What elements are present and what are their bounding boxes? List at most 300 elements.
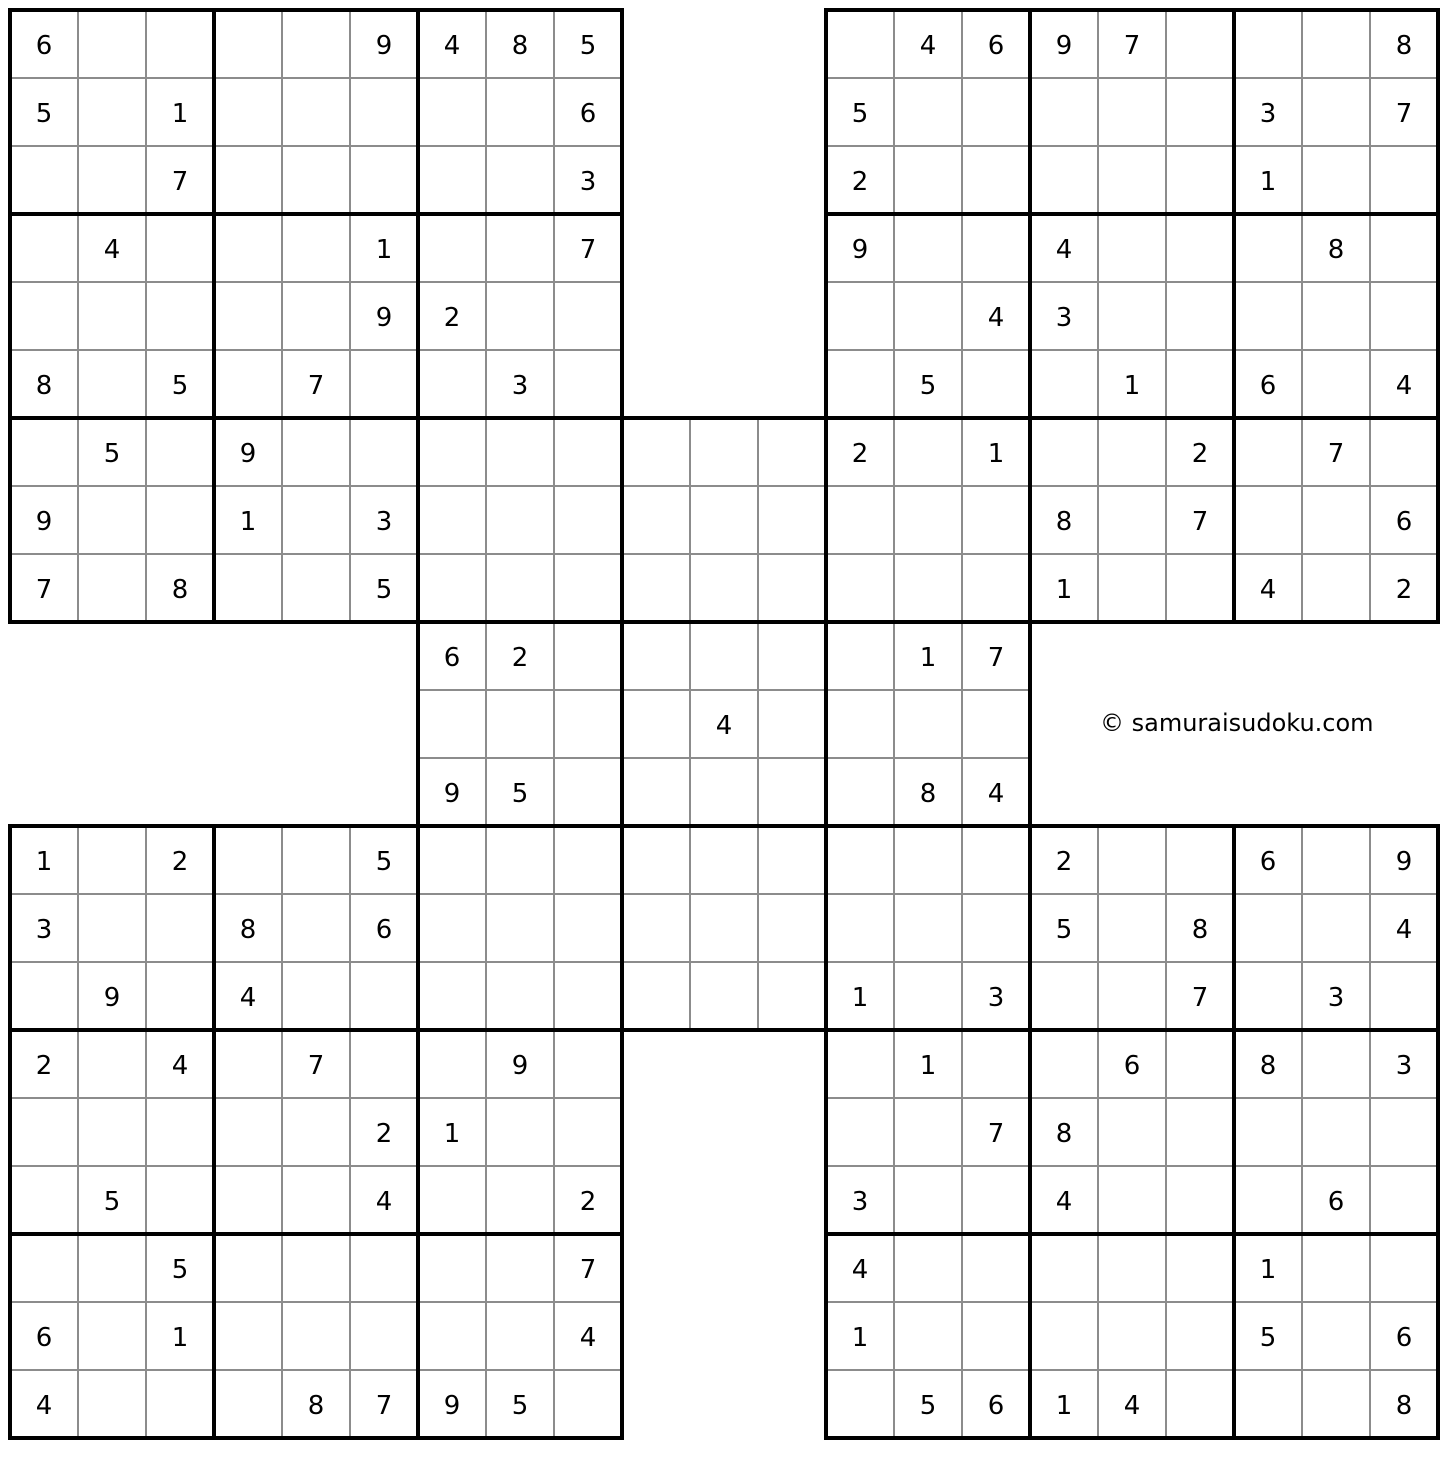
sudoku-cell[interactable] (690, 962, 758, 1030)
sudoku-cell[interactable] (1234, 418, 1302, 486)
sudoku-cell[interactable] (350, 1234, 418, 1302)
given-digit: 5 (103, 1187, 121, 1217)
sudoku-cell[interactable] (1166, 78, 1234, 146)
sudoku-cell[interactable] (894, 214, 962, 282)
sudoku-cell[interactable] (214, 826, 282, 894)
sudoku-cell[interactable] (78, 1098, 146, 1166)
sudoku-cell[interactable] (894, 1302, 962, 1370)
sudoku-cell[interactable] (1098, 894, 1166, 962)
sudoku-cell[interactable] (1234, 1166, 1302, 1234)
sudoku-cell[interactable] (214, 1098, 282, 1166)
given-digit: 2 (511, 643, 529, 673)
sudoku-cell[interactable] (350, 78, 418, 146)
sudoku-cell[interactable] (486, 282, 554, 350)
sudoku-cell[interactable] (146, 1166, 214, 1234)
sudoku-cell[interactable] (1234, 486, 1302, 554)
sudoku-cell[interactable] (826, 1370, 894, 1438)
sudoku-cell[interactable] (826, 622, 894, 690)
sudoku-cell[interactable] (962, 78, 1030, 146)
sudoku-cell[interactable] (554, 1030, 622, 1098)
sudoku-cell[interactable] (826, 1098, 894, 1166)
given-digit: 7 (987, 643, 1005, 673)
sudoku-cell[interactable] (962, 1166, 1030, 1234)
sudoku-cell[interactable] (1030, 962, 1098, 1030)
sudoku-cell[interactable] (282, 1302, 350, 1370)
sudoku-cell[interactable] (622, 690, 690, 758)
sudoku-cell[interactable] (962, 486, 1030, 554)
sudoku-cell[interactable] (758, 486, 826, 554)
given-digit: 1 (239, 507, 257, 537)
sudoku-cell[interactable] (622, 894, 690, 962)
sudoku-cell[interactable] (282, 826, 350, 894)
sudoku-cell[interactable] (486, 214, 554, 282)
given-digit: 9 (851, 235, 869, 265)
sudoku-cell[interactable] (826, 282, 894, 350)
sudoku-cell[interactable] (554, 350, 622, 418)
sudoku-cell[interactable] (282, 1098, 350, 1166)
given-digit: 4 (579, 1323, 597, 1353)
sudoku-cell[interactable] (1370, 282, 1438, 350)
sudoku-cell[interactable] (10, 282, 78, 350)
sudoku-cell[interactable] (1234, 214, 1302, 282)
sudoku-cell[interactable] (554, 962, 622, 1030)
sudoku-cell[interactable] (78, 486, 146, 554)
sudoku-cell[interactable] (282, 78, 350, 146)
sudoku-cell[interactable] (1098, 1302, 1166, 1370)
given-digit: 8 (1327, 235, 1345, 265)
sudoku-cell[interactable] (1370, 1098, 1438, 1166)
sudoku-cell[interactable] (826, 758, 894, 826)
sudoku-cell[interactable] (282, 486, 350, 554)
sudoku-cell[interactable] (78, 146, 146, 214)
given-digit: 1 (1055, 575, 1073, 605)
sudoku-cell[interactable] (78, 1234, 146, 1302)
sudoku-cell[interactable] (146, 1098, 214, 1166)
sudoku-cell[interactable] (486, 894, 554, 962)
sudoku-cell[interactable] (486, 418, 554, 486)
sudoku-cell[interactable] (962, 214, 1030, 282)
sudoku-cell[interactable] (418, 962, 486, 1030)
sudoku-cell[interactable] (1166, 146, 1234, 214)
sudoku-cell[interactable] (1370, 418, 1438, 486)
sudoku-cell[interactable] (486, 1234, 554, 1302)
sudoku-cell[interactable] (1166, 282, 1234, 350)
sudoku-cell[interactable] (758, 622, 826, 690)
sudoku-cell[interactable] (350, 1302, 418, 1370)
sudoku-cell[interactable] (78, 1370, 146, 1438)
sudoku-cell[interactable] (418, 214, 486, 282)
sudoku-cell[interactable] (894, 282, 962, 350)
given-digit: 4 (1259, 575, 1277, 605)
sudoku-cell[interactable] (78, 894, 146, 962)
sudoku-cell[interactable] (1098, 418, 1166, 486)
sudoku-cell[interactable] (826, 350, 894, 418)
sudoku-cell[interactable] (1302, 146, 1370, 214)
given-digit: 6 (1123, 1051, 1141, 1081)
sudoku-cell[interactable] (282, 1234, 350, 1302)
sudoku-cell[interactable] (486, 1166, 554, 1234)
sudoku-cell[interactable] (78, 78, 146, 146)
given-digit: 1 (171, 99, 189, 129)
given-digit: 9 (375, 303, 393, 333)
sudoku-cell[interactable] (282, 282, 350, 350)
sudoku-cell[interactable] (894, 962, 962, 1030)
sudoku-cell[interactable] (758, 894, 826, 962)
sudoku-cell[interactable] (78, 10, 146, 78)
sudoku-cell[interactable] (10, 214, 78, 282)
given-digit: 5 (35, 99, 53, 129)
sudoku-cell[interactable] (1166, 1234, 1234, 1302)
sudoku-cell[interactable] (1302, 894, 1370, 962)
given-digit: 9 (239, 439, 257, 469)
given-digit: 4 (1055, 235, 1073, 265)
given-digit: 9 (35, 507, 53, 537)
sudoku-cell[interactable] (962, 894, 1030, 962)
given-digit: 1 (1259, 167, 1277, 197)
sudoku-cell[interactable] (418, 146, 486, 214)
given-digit: 2 (1191, 439, 1209, 469)
given-digit: 4 (715, 711, 733, 741)
sudoku-cell[interactable] (894, 1098, 962, 1166)
sudoku-cell[interactable] (214, 1370, 282, 1438)
sudoku-cell[interactable] (418, 554, 486, 622)
sudoku-cell[interactable] (1302, 554, 1370, 622)
sudoku-cell[interactable] (418, 418, 486, 486)
sudoku-cell[interactable] (1302, 282, 1370, 350)
sudoku-cell[interactable] (826, 1030, 894, 1098)
sudoku-cell[interactable] (214, 350, 282, 418)
sudoku-cell[interactable] (418, 1166, 486, 1234)
given-digit: 1 (1123, 371, 1141, 401)
sudoku-cell[interactable] (78, 1302, 146, 1370)
sudoku-cell[interactable] (1098, 554, 1166, 622)
given-digit: 2 (851, 167, 869, 197)
sudoku-cell[interactable] (1098, 1166, 1166, 1234)
given-digit: 5 (1259, 1323, 1277, 1353)
sudoku-cell[interactable] (1302, 486, 1370, 554)
sudoku-cell[interactable] (78, 350, 146, 418)
sudoku-cell[interactable] (78, 826, 146, 894)
sudoku-cell[interactable] (1166, 1166, 1234, 1234)
sudoku-cell[interactable] (486, 146, 554, 214)
given-digit: 4 (35, 1391, 53, 1421)
sudoku-cell[interactable] (1098, 826, 1166, 894)
sudoku-cell[interactable] (1098, 962, 1166, 1030)
sudoku-cell[interactable] (554, 1370, 622, 1438)
given-digit: 6 (987, 31, 1005, 61)
given-digit: 6 (35, 31, 53, 61)
sudoku-cell[interactable] (214, 1166, 282, 1234)
given-digit: 4 (239, 983, 257, 1013)
sudoku-cell[interactable] (1166, 1030, 1234, 1098)
given-digit: 2 (443, 303, 461, 333)
sudoku-cell[interactable] (1370, 962, 1438, 1030)
sudoku-cell[interactable] (350, 962, 418, 1030)
sudoku-cell[interactable] (418, 1234, 486, 1302)
sudoku-cell[interactable] (1302, 1370, 1370, 1438)
sudoku-cell[interactable] (1166, 214, 1234, 282)
sudoku-cell[interactable] (10, 962, 78, 1030)
given-digit: 4 (375, 1187, 393, 1217)
sudoku-cell[interactable] (1302, 1030, 1370, 1098)
sudoku-cell[interactable] (486, 554, 554, 622)
sudoku-cell[interactable] (1030, 1234, 1098, 1302)
sudoku-cell[interactable] (1166, 1302, 1234, 1370)
given-digit: 3 (1055, 303, 1073, 333)
sudoku-cell[interactable] (826, 554, 894, 622)
sudoku-cell[interactable] (1302, 1098, 1370, 1166)
sudoku-cell[interactable] (486, 690, 554, 758)
sudoku-cell[interactable] (486, 78, 554, 146)
sudoku-cell[interactable] (554, 554, 622, 622)
sudoku-cell[interactable] (826, 826, 894, 894)
sudoku-cell[interactable] (10, 418, 78, 486)
sudoku-cell[interactable] (282, 894, 350, 962)
sudoku-cell[interactable] (894, 826, 962, 894)
sudoku-cell[interactable] (826, 486, 894, 554)
sudoku-cell[interactable] (10, 1098, 78, 1166)
sudoku-cell[interactable] (690, 622, 758, 690)
sudoku-cell[interactable] (350, 418, 418, 486)
sudoku-cell[interactable] (486, 826, 554, 894)
sudoku-cell[interactable] (418, 826, 486, 894)
sudoku-cell[interactable] (690, 418, 758, 486)
sudoku-cell[interactable] (758, 418, 826, 486)
sudoku-cell[interactable] (622, 418, 690, 486)
sudoku-cell[interactable] (554, 758, 622, 826)
sudoku-cell[interactable] (146, 486, 214, 554)
given-digit: 7 (987, 1119, 1005, 1149)
sudoku-cell[interactable] (214, 78, 282, 146)
sudoku-cell[interactable] (10, 1166, 78, 1234)
sudoku-cell[interactable] (894, 554, 962, 622)
sudoku-cell[interactable] (962, 1030, 1030, 1098)
sudoku-cell[interactable] (622, 486, 690, 554)
sudoku-cell[interactable] (1098, 78, 1166, 146)
sudoku-cell[interactable] (146, 1370, 214, 1438)
sudoku-cell[interactable] (1370, 1166, 1438, 1234)
sudoku-cell[interactable] (282, 146, 350, 214)
sudoku-cell[interactable] (146, 10, 214, 78)
sudoku-cell[interactable] (146, 214, 214, 282)
sudoku-cell[interactable] (1166, 10, 1234, 78)
sudoku-cell[interactable] (486, 486, 554, 554)
sudoku-cell[interactable] (146, 418, 214, 486)
sudoku-cell[interactable] (214, 282, 282, 350)
given-digit: 1 (987, 439, 1005, 469)
sudoku-cell[interactable] (1234, 10, 1302, 78)
sudoku-cell[interactable] (554, 622, 622, 690)
sudoku-cell[interactable] (758, 758, 826, 826)
sudoku-cell[interactable] (282, 418, 350, 486)
sudoku-cell[interactable] (486, 1098, 554, 1166)
sudoku-cell[interactable] (622, 758, 690, 826)
sudoku-cell[interactable] (690, 758, 758, 826)
sudoku-cell[interactable] (1234, 282, 1302, 350)
sudoku-cell[interactable] (690, 894, 758, 962)
sudoku-cell[interactable] (1370, 214, 1438, 282)
sudoku-cell[interactable] (962, 826, 1030, 894)
sudoku-cell[interactable] (214, 1302, 282, 1370)
sudoku-cell[interactable] (1030, 1030, 1098, 1098)
sudoku-cell[interactable] (690, 826, 758, 894)
sudoku-cell[interactable] (554, 894, 622, 962)
sudoku-cell[interactable] (282, 214, 350, 282)
sudoku-cell[interactable] (418, 486, 486, 554)
sudoku-cell[interactable] (350, 146, 418, 214)
sudoku-cell[interactable] (418, 1030, 486, 1098)
sudoku-cell[interactable] (418, 78, 486, 146)
sudoku-cell[interactable] (418, 690, 486, 758)
sudoku-cell[interactable] (962, 146, 1030, 214)
sudoku-cell[interactable] (962, 554, 1030, 622)
sudoku-cell[interactable] (826, 10, 894, 78)
sudoku-cell[interactable] (1302, 1234, 1370, 1302)
sudoku-cell[interactable] (146, 282, 214, 350)
sudoku-cell[interactable] (1098, 282, 1166, 350)
given-digit: 7 (307, 1051, 325, 1081)
sudoku-cell[interactable] (554, 418, 622, 486)
sudoku-cell[interactable] (1030, 350, 1098, 418)
sudoku-cell[interactable] (486, 1302, 554, 1370)
given-digit: 8 (307, 1391, 325, 1421)
sudoku-cell[interactable] (962, 690, 1030, 758)
sudoku-cell[interactable] (554, 1098, 622, 1166)
sudoku-cell[interactable] (1030, 1302, 1098, 1370)
sudoku-cell[interactable] (1098, 486, 1166, 554)
sudoku-cell[interactable] (282, 554, 350, 622)
sudoku-cell[interactable] (1098, 146, 1166, 214)
copyright-text: © samuraisudoku.com (1100, 709, 1374, 737)
sudoku-cell[interactable] (1166, 350, 1234, 418)
sudoku-cell[interactable] (418, 350, 486, 418)
sudoku-cell[interactable] (1234, 1370, 1302, 1438)
sudoku-cell[interactable] (894, 1234, 962, 1302)
sudoku-cell[interactable] (486, 962, 554, 1030)
sudoku-cell[interactable] (1234, 1098, 1302, 1166)
sudoku-cell[interactable] (78, 282, 146, 350)
sudoku-cell[interactable] (554, 826, 622, 894)
sudoku-cell[interactable] (826, 894, 894, 962)
sudoku-cell[interactable] (1098, 1234, 1166, 1302)
sudoku-cell[interactable] (282, 962, 350, 1030)
given-digit: 3 (987, 983, 1005, 1013)
sudoku-cell[interactable] (418, 1302, 486, 1370)
sudoku-cell[interactable] (690, 486, 758, 554)
sudoku-cell[interactable] (214, 146, 282, 214)
sudoku-cell[interactable] (894, 146, 962, 214)
sudoku-cell[interactable] (622, 622, 690, 690)
sudoku-cell[interactable] (214, 1030, 282, 1098)
sudoku-cell[interactable] (78, 1030, 146, 1098)
sudoku-cell[interactable] (214, 10, 282, 78)
sudoku-cell[interactable] (1030, 418, 1098, 486)
sudoku-cell[interactable] (1234, 894, 1302, 962)
sudoku-cell[interactable] (1030, 146, 1098, 214)
sudoku-cell[interactable] (214, 1234, 282, 1302)
sudoku-cell[interactable] (1302, 350, 1370, 418)
given-digit: 4 (443, 31, 461, 61)
sudoku-cell[interactable] (894, 690, 962, 758)
sudoku-cell[interactable] (622, 826, 690, 894)
sudoku-cell[interactable] (1098, 1098, 1166, 1166)
given-digit: 9 (511, 1051, 529, 1081)
sudoku-cell[interactable] (1166, 554, 1234, 622)
given-digit: 6 (1395, 507, 1413, 537)
sudoku-cell[interactable] (418, 894, 486, 962)
given-digit: 4 (987, 779, 1005, 809)
given-digit: 9 (1395, 847, 1413, 877)
sudoku-cell[interactable] (554, 486, 622, 554)
sudoku-cell[interactable] (78, 554, 146, 622)
given-digit: 8 (1259, 1051, 1277, 1081)
sudoku-cell[interactable] (1098, 214, 1166, 282)
sudoku-cell[interactable] (214, 554, 282, 622)
sudoku-cell[interactable] (894, 418, 962, 486)
sudoku-cell[interactable] (1302, 10, 1370, 78)
given-digit: 8 (1055, 1119, 1073, 1149)
sudoku-cell[interactable] (894, 78, 962, 146)
sudoku-cell[interactable] (554, 690, 622, 758)
sudoku-cell[interactable] (214, 214, 282, 282)
sudoku-cell[interactable] (146, 894, 214, 962)
given-digit: 6 (1259, 371, 1277, 401)
sudoku-cell[interactable] (1030, 78, 1098, 146)
sudoku-cell[interactable] (1166, 1098, 1234, 1166)
sudoku-cell[interactable] (758, 554, 826, 622)
given-digit: 9 (103, 983, 121, 1013)
sudoku-cell[interactable] (282, 1166, 350, 1234)
given-digit: 1 (375, 235, 393, 265)
sudoku-cell[interactable] (146, 962, 214, 1030)
given-digit: 2 (35, 1051, 53, 1081)
sudoku-cell[interactable] (1302, 826, 1370, 894)
given-digit: 4 (851, 1255, 869, 1285)
sudoku-cell[interactable] (962, 1302, 1030, 1370)
sudoku-cell[interactable] (1166, 826, 1234, 894)
sudoku-cell[interactable] (758, 690, 826, 758)
sudoku-cell[interactable] (350, 350, 418, 418)
sudoku-cell[interactable] (1166, 1370, 1234, 1438)
sudoku-cell[interactable] (962, 1234, 1030, 1302)
sudoku-cell[interactable] (894, 1166, 962, 1234)
sudoku-cell[interactable] (758, 826, 826, 894)
sudoku-cell[interactable] (622, 962, 690, 1030)
sudoku-cell[interactable] (1302, 78, 1370, 146)
sudoku-cell[interactable] (554, 282, 622, 350)
sudoku-cell[interactable] (1302, 1302, 1370, 1370)
given-digit: 4 (1123, 1391, 1141, 1421)
sudoku-cell[interactable] (826, 690, 894, 758)
sudoku-cell[interactable] (10, 1234, 78, 1302)
sudoku-cell[interactable] (690, 554, 758, 622)
sudoku-cell[interactable] (1234, 962, 1302, 1030)
sudoku-cell[interactable] (894, 894, 962, 962)
given-digit: 1 (919, 1051, 937, 1081)
sudoku-cell[interactable] (962, 350, 1030, 418)
given-digit: 2 (579, 1187, 597, 1217)
sudoku-cell[interactable] (350, 1030, 418, 1098)
sudoku-cell[interactable] (10, 146, 78, 214)
given-digit: 8 (239, 915, 257, 945)
sudoku-cell[interactable] (894, 486, 962, 554)
given-digit: 5 (1055, 915, 1073, 945)
sudoku-cell[interactable] (1370, 146, 1438, 214)
sudoku-cell[interactable] (282, 10, 350, 78)
sudoku-cell[interactable] (758, 962, 826, 1030)
sudoku-cell[interactable] (622, 554, 690, 622)
sudoku-cell[interactable] (1370, 1234, 1438, 1302)
